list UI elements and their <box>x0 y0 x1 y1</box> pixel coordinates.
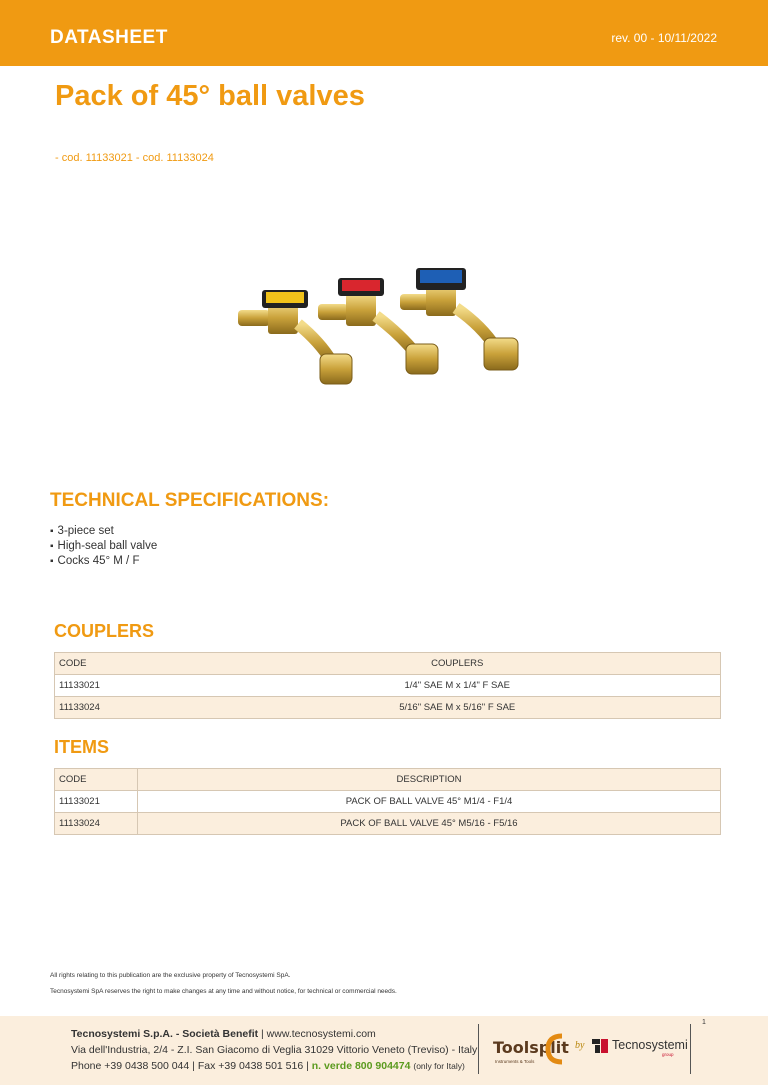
product-image <box>220 262 540 422</box>
footer <box>0 1016 768 1085</box>
legal-changes: Tecnosystemi SpA reserves the right to make changes at any time and without notice, for technical or commercial needs. <box>50 988 397 995</box>
list-item: ▪ High-seal ball valve <box>50 539 157 554</box>
product-codes: - cod. 11133021 - cod. 11133024 <box>55 152 214 164</box>
items-title: ITEMS <box>54 737 110 757</box>
tecnosystemi-group: group <box>662 1052 674 1057</box>
header-cell: CODE <box>55 653 195 675</box>
website-link[interactable]: www.tecnosystemi.com <box>266 1028 376 1040</box>
toll-free-note: (only for Italy) <box>413 1061 465 1071</box>
cell-coupler: 1/4" SAE M x 1/4" F SAE <box>195 675 721 697</box>
cell-description: PACK OF BALL VALVE 45° M5/16 - F5/16 <box>138 813 721 835</box>
toll-free: n. verde 800 904474 <box>311 1060 411 1072</box>
cell-code: 11133021 <box>55 675 195 697</box>
toolsplit-mark-icon <box>544 1032 566 1066</box>
cell-code: 11133021 <box>55 791 138 813</box>
company-name: Tecnosystemi S.p.A. - Società Benefit <box>71 1028 259 1040</box>
cell-code: 11133024 <box>55 697 195 719</box>
list-item: ▪ Cocks 45° M / F <box>50 554 157 569</box>
header-cell: DESCRIPTION <box>138 769 721 791</box>
header-cell: CODE <box>55 769 138 791</box>
table-header-row <box>55 653 721 675</box>
items-table <box>54 768 721 835</box>
table-row <box>55 791 721 813</box>
cell-code: 11133024 <box>55 813 138 835</box>
header-bar <box>0 0 768 66</box>
cell-coupler: 5/16" SAE M x 5/16" F SAE <box>195 697 721 719</box>
divider <box>478 1024 479 1074</box>
table-row <box>55 697 721 719</box>
table-row <box>55 675 721 697</box>
phone: Phone +39 0438 500 044 <box>71 1060 190 1072</box>
by-label: by <box>575 1040 585 1051</box>
couplers-table <box>54 652 721 719</box>
toolsplit-logo <box>490 1028 570 1072</box>
specs-list <box>50 524 157 569</box>
company-address: Via dell'Industria, 2/4 - Z.I. San Giacomo di Veglia 31029 Vittorio Veneto (Treviso) - Italy <box>71 1044 478 1056</box>
revision-date: rev. 00 - 10/11/2022 <box>611 31 717 45</box>
table-header-row <box>55 769 721 791</box>
tecnosystemi-mark-icon <box>592 1039 608 1053</box>
toolsplit-word: Toolsplit <box>493 1038 569 1057</box>
specs-title: TECHNICAL SPECIFICATIONS: <box>50 490 330 511</box>
table-row <box>55 813 721 835</box>
fax: Fax +39 0438 501 516 <box>197 1060 304 1072</box>
couplers-title: COUPLERS <box>54 621 155 641</box>
cell-description: PACK OF BALL VALVE 45° M1/4 - F1/4 <box>138 791 721 813</box>
datasheet-label: DATASHEET <box>50 27 168 48</box>
page-number: 1 <box>702 1019 706 1026</box>
toolsplit-tagline: Instruments & Tools <box>495 1059 535 1064</box>
header-cell: COUPLERS <box>195 653 721 675</box>
list-item: ▪ 3-piece set <box>50 524 157 539</box>
divider <box>690 1024 691 1074</box>
page-title: Pack of 45° ball valves <box>55 80 365 112</box>
tecnosystemi-logo <box>592 1036 688 1058</box>
company-info: Tecnosystemi S.p.A. - Società Benefit | www.tecnosystemi.com Via dell'Industria, 2/4 - Z.I. San Giacomo di Veglia 31029 Vittorio Veneto (Treviso) - Italy Phone +39 0438 500 044 | Fax +39 0438 501 516 | n. verde 800 904474 (only for Italy) <box>71 1028 478 1072</box>
tecnosystemi-word: Tecnosystemi <box>612 1038 688 1052</box>
legal-rights: All rights relating to this publication are the exclusive property of Tecnosystemi SpA. <box>50 972 291 979</box>
